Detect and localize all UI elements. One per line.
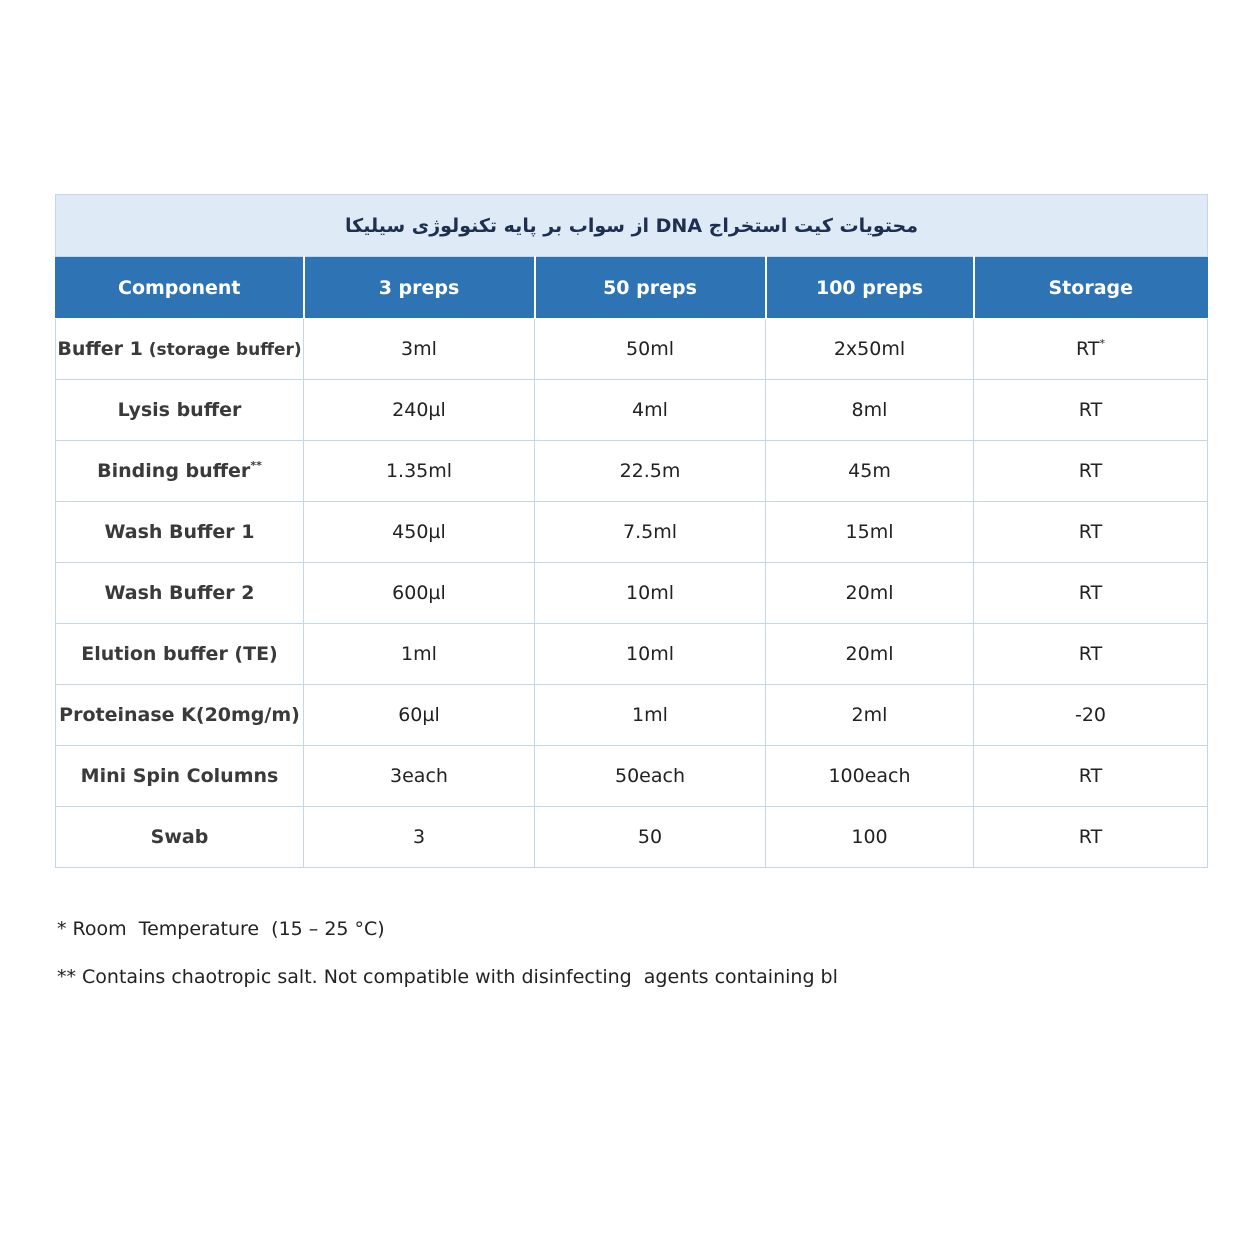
qty-50-preps-cell: 10ml	[535, 624, 766, 685]
kit-contents-table	[55, 194, 1208, 868]
storage-value: RT	[1078, 582, 1103, 604]
storage-value: RT	[1078, 521, 1103, 543]
qty-100-preps-cell: 2ml	[766, 685, 974, 746]
component-name: Proteinase K(20mg/m)	[59, 704, 300, 726]
component-cell	[56, 624, 304, 685]
column-header-component: Component	[56, 257, 304, 319]
qty-100-preps-cell: 100	[766, 807, 974, 868]
storage-footnote-mark: *	[1099, 337, 1105, 350]
column-header-storage: Storage	[974, 257, 1208, 319]
qty-3-preps-cell: 1ml	[304, 624, 535, 685]
component-cell	[56, 319, 304, 380]
storage-value: RT	[1078, 643, 1103, 665]
header-row	[56, 257, 1208, 319]
table-row	[56, 441, 1208, 502]
storage-value: RT	[1076, 338, 1100, 360]
qty-50-preps-cell: 22.5m	[535, 441, 766, 502]
qty-3-preps-cell: 240µl	[304, 380, 535, 441]
column-header-50-preps: 50 preps	[535, 257, 766, 319]
table-body	[56, 319, 1208, 868]
qty-100-preps-cell: 45m	[766, 441, 974, 502]
storage-value: RT	[1078, 460, 1103, 482]
storage-cell	[974, 502, 1208, 563]
table-title: محتویات کیت استخراج DNA از سواب بر پایه تکنولوژی سیلیکا	[56, 195, 1208, 257]
qty-50-preps-cell: 1ml	[535, 685, 766, 746]
storage-cell	[974, 319, 1208, 380]
table-row	[56, 502, 1208, 563]
storage-cell	[974, 807, 1208, 868]
qty-50-preps-cell: 7.5ml	[535, 502, 766, 563]
storage-cell	[974, 624, 1208, 685]
storage-value: RT	[1078, 826, 1103, 848]
qty-3-preps-cell: 3	[304, 807, 535, 868]
qty-50-preps-cell: 10ml	[535, 563, 766, 624]
component-name: Buffer 1	[57, 338, 143, 360]
table-row	[56, 624, 1208, 685]
qty-3-preps-cell: 450µl	[304, 502, 535, 563]
component-name: Mini Spin Columns	[80, 765, 279, 787]
footnote-chaotropic-salt: ** Contains chaotropic salt. Not compatible with disinfecting agents containing bl	[57, 966, 838, 988]
component-cell	[56, 746, 304, 807]
component-name: Elution buffer (TE)	[81, 643, 278, 665]
component-name: Lysis buffer	[117, 399, 242, 421]
table-row	[56, 807, 1208, 868]
storage-value: -20	[1074, 704, 1107, 726]
qty-3-preps-cell: 3each	[304, 746, 535, 807]
storage-value: RT	[1078, 399, 1103, 421]
qty-100-preps-cell: 2x50ml	[766, 319, 974, 380]
storage-cell	[974, 441, 1208, 502]
qty-3-preps-cell: 3ml	[304, 319, 535, 380]
storage-cell	[974, 563, 1208, 624]
storage-cell	[974, 380, 1208, 441]
qty-3-preps-cell: 600µl	[304, 563, 535, 624]
component-cell	[56, 380, 304, 441]
column-header-3-preps: 3 preps	[304, 257, 535, 319]
qty-50-preps-cell: 4ml	[535, 380, 766, 441]
storage-value: RT	[1078, 765, 1103, 787]
component-name: Wash Buffer 2	[104, 582, 255, 604]
component-cell	[56, 563, 304, 624]
table-row	[56, 685, 1208, 746]
table-row	[56, 380, 1208, 441]
component-cell	[56, 502, 304, 563]
component-note: (storage buffer)	[142, 340, 302, 360]
qty-100-preps-cell: 20ml	[766, 624, 974, 685]
component-cell	[56, 807, 304, 868]
qty-100-preps-cell: 15ml	[766, 502, 974, 563]
qty-50-preps-cell: 50ml	[535, 319, 766, 380]
component-name: Binding buffer	[97, 460, 251, 482]
qty-3-preps-cell: 1.35ml	[304, 441, 535, 502]
storage-cell	[974, 746, 1208, 807]
column-header-100-preps: 100 preps	[766, 257, 974, 319]
component-cell	[56, 441, 304, 502]
storage-cell	[974, 685, 1208, 746]
component-name: Swab	[150, 826, 209, 848]
qty-3-preps-cell: 60µl	[304, 685, 535, 746]
component-cell	[56, 685, 304, 746]
component-footnote-mark: **	[250, 459, 262, 472]
qty-50-preps-cell: 50each	[535, 746, 766, 807]
qty-100-preps-cell: 8ml	[766, 380, 974, 441]
table-row	[56, 563, 1208, 624]
table-row	[56, 746, 1208, 807]
qty-100-preps-cell: 20ml	[766, 563, 974, 624]
qty-100-preps-cell: 100each	[766, 746, 974, 807]
component-name: Wash Buffer 1	[104, 521, 255, 543]
table-row	[56, 319, 1208, 380]
qty-50-preps-cell: 50	[535, 807, 766, 868]
footnote-room-temperature: * Room Temperature (15 – 25 °C)	[57, 918, 385, 940]
